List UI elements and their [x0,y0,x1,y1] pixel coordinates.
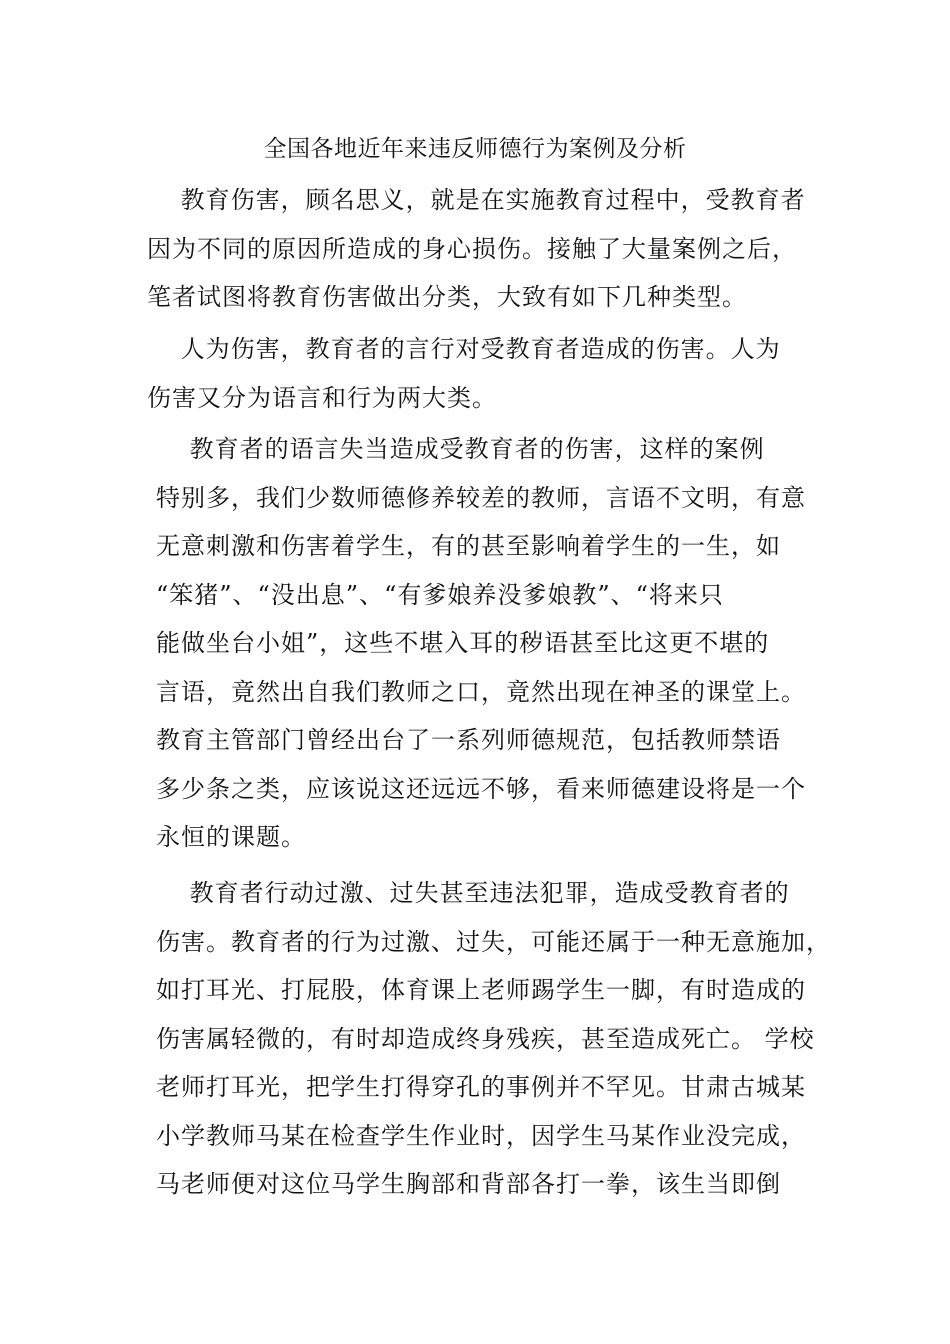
text-line: 笔者试图将教育伤害做出分类，大致有如下几种类型。 [147,283,747,311]
text-line: 教育伤害，顾名思义，就是在实施教育过程中，受教育者 [147,186,806,214]
text-line: 教育者的语言失当造成受教育者的伤害，这样的案例 [156,435,765,463]
text-line: 特别多，我们少数师德修养较差的教师，言语不文明，有意 [156,483,806,512]
text-line: 永恒的课题。 [156,823,306,851]
text-line: 伤害属轻微的，有时却造成终身残疾，甚至造成死亡。 学校 [156,1024,815,1053]
text-line: 教育主管部门曾经出台了一系列师德规范，包括教师禁语 [156,726,781,754]
text-line: 因为不同的原因所造成的身心损伤。接触了大量案例之后， [147,234,797,263]
text-line: 伤害又分为语言和行为两大类。 [147,383,497,412]
text-line: 教育者行动过激、过失甚至违法犯罪，造成受教育者的 [156,879,790,907]
text-line: 能做坐台小姐”，这些不堪入耳的秽语甚至比这更不堪的 [156,629,770,657]
text-line: 如打耳光、打屁股，体育课上老师踢学生一脚，有时造成的 [156,976,806,1004]
text-line: “笨猪”、“没出息”、“有爹娘养没爹娘教”、“将来只 [156,580,724,609]
text-line: 无意刺激和伤害着学生，有的甚至影响着学生的一生，如 [156,532,781,560]
text-line: 人为伤害，教育者的言行对受教育者造成的伤害。人为 [147,335,781,363]
text-line: 多少条之类，应该说这还远远不够，看来师德建设将是一个 [156,774,806,803]
document-title: 全国各地近年来违反师德行为案例及分析 [263,136,687,162]
text-line: 老师打耳光，把学生打得穿孔的事例并不罕见。甘肃古城某 [156,1073,806,1101]
text-line: 伤害。教育者的行为过激、过失，可能还属于一种无意施加， [156,927,831,956]
text-line: 小学教师马某在检查学生作业时，因学生马某作业没完成， [156,1121,806,1150]
text-line: 言语，竟然出自我们教师之口，竟然出现在神圣的课堂上。 [156,677,806,706]
paragraph-physical-harm [156,869,831,1209]
paragraph-education-harm-definition [147,176,812,322]
text-line: 马老师便对这位马学生胸部和背部各打一拳，该生当即倒 [156,1170,781,1198]
paragraph-human-harm [147,325,812,422]
paragraph-verbal-harm [156,425,806,862]
